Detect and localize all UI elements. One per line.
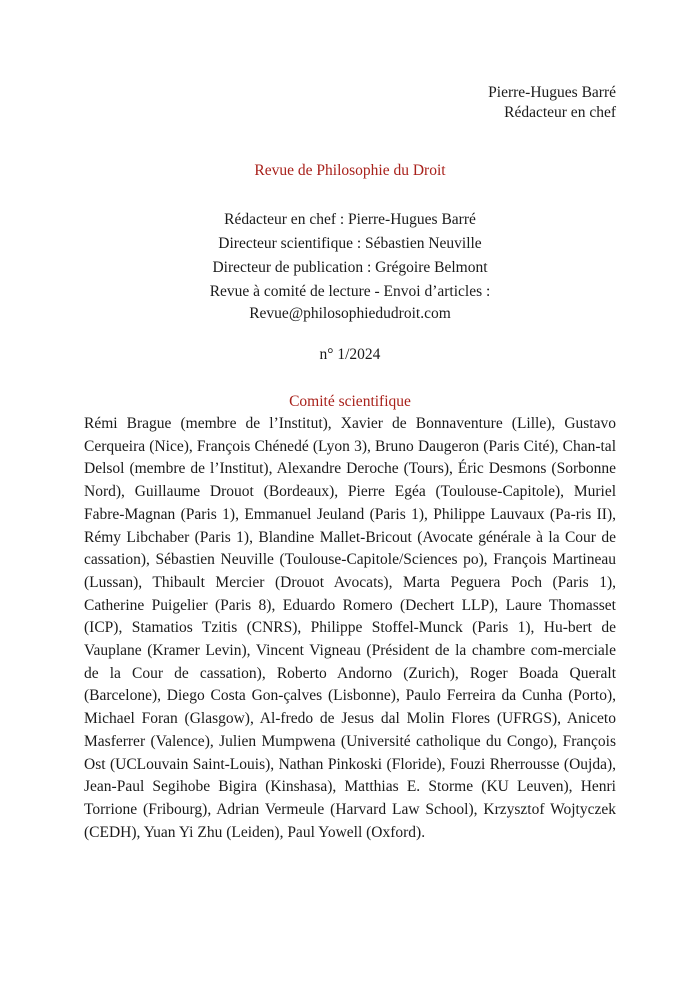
role-editor-in-chief: Rédacteur en chef : Pierre-Hugues Barré [224, 211, 476, 228]
editorial-roles [0, 208, 700, 280]
role-publication-director: Directeur de publication : Grégoire Belmont [212, 259, 488, 276]
submission-email: Revue@philosophiedudroit.com [249, 305, 451, 322]
committee-members: Rémi Brague (membre de l’Institut), Xavier de Bonnaventure (Lille), Gustavo Cerqueira (Nice), François Chénedé (Lyon 3), Bruno Daugeron (Paris Cité), Chan-tal Delsol (membre de l’Institut), Alexandre Deroche (Tours), Éric Desmons (Sorbonne Nord), Guillaume Drouot (Bordeaux), Pierre Egéa (Toulouse-Capitole), Muriel Fabre-Magnan (Paris 1), Emmanuel Jeuland (Paris 1), Philippe Lauvaux (Pa-ris II), Rémy Libchaber (Paris 1), Blandine Mallet-Bricout (Avocate générale à la Cour de cassation), Sébastien Neuville (Toulouse-Capitole/Sciences po), François Martineau (Lussan), Thibault Mercier (Drouot Avocats), Marta Peguera Poch (Paris 1), Catherine Puigelier (Paris 8), Eduardo Romero (Dechert LLP), Laure Thomasset (ICP), Stamatios Tzitis (CNRS), Philippe Stoffel-Munck (Paris 1), Hu-bert de Vauplane (Kramer Levin), Vincent Vigneau (Président de la chambre com-merciale de la Cour de cassation), Roberto Andorno (Zurich), Roger Boada Queralt (Barcelone), Diego Costa Gon-çalves (Lisbonne), Paulo Ferreira da Cunha (Porto), Michael Foran (Glasgow), Al-fredo de Jesus dal Molin Flores (UFRGS), Aniceto Masferrer (Valence), Julien Mumpwena (Université catholique du Congo), François Ost (UCLouvain Saint-Louis), Nathan Pinkoski (Floride), Fouzi Rherrousse (Oujda), Jean-Paul Segihobe Bigira (Kinshasa), Matthias E. Storme (KU Leuven), Henri Torrione (Fribourg), Adrian Vermeule (Harvard Law School), Krzysztof Wojtyczek (CEDH), Yuan Yi Zhu (Leiden), Paul Yowell (Oxford). [84, 415, 616, 841]
author-role: Rédacteur en chef [504, 104, 616, 121]
submission-note: Revue à comité de lecture - Envoi d’articles : [209, 283, 491, 300]
journal-title: Revue de Philosophie du Droit [254, 162, 446, 179]
submission-info [0, 281, 700, 325]
author-name: Pierre-Hugues Barré [488, 84, 616, 101]
committee-heading: Comité scientifique [289, 393, 411, 410]
issue-number: n° 1/2024 [319, 346, 381, 363]
role-scientific-director: Directeur scientifique : Sébastien Neuville [218, 235, 482, 252]
author-block [488, 83, 616, 123]
